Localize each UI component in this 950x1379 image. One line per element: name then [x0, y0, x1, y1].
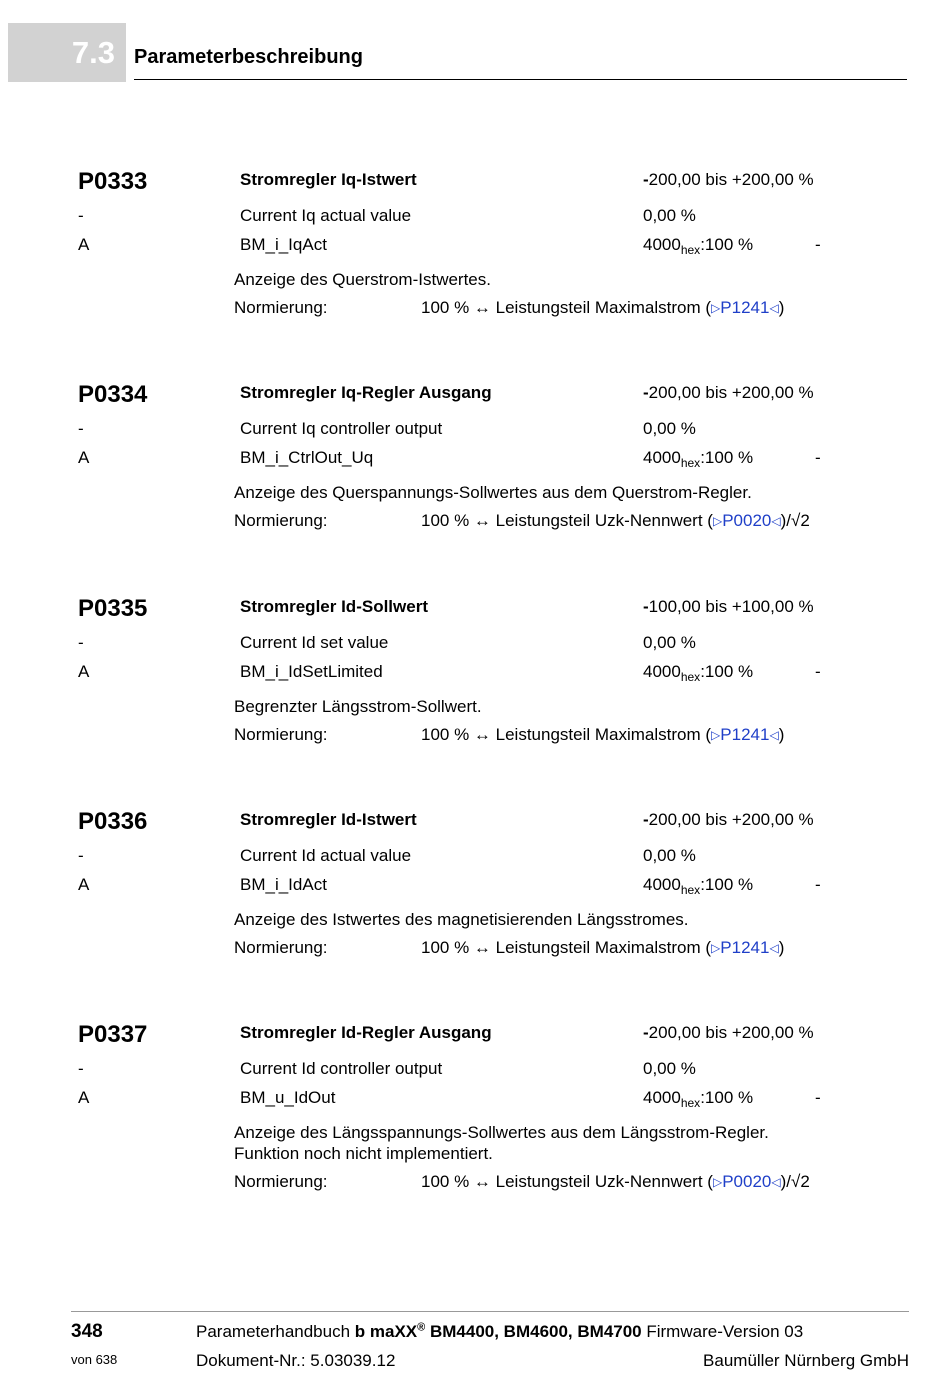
scaling-number: 4000: [643, 235, 681, 254]
normierung-value: [421, 511, 810, 531]
range-sign: -: [643, 1023, 649, 1042]
normierung-label: Normierung:: [234, 511, 328, 530]
default-value: 0,00 %: [643, 419, 696, 438]
normierung-label: Normierung:: [234, 725, 328, 744]
document-number: Dokument-Nr.: 5.03039.12: [196, 1351, 396, 1370]
parameter-id: P0337: [78, 1021, 148, 1048]
scaling: [643, 662, 753, 682]
brand-registered: ®: [417, 1321, 426, 1334]
default-value: 0,00 %: [643, 206, 696, 225]
normierung-text: 100 % ↔ Leistungsteil Maximalstrom (: [421, 938, 712, 957]
parameter-link[interactable]: [711, 725, 779, 744]
normierung-value: [421, 938, 784, 958]
normierung-value: [421, 1172, 810, 1192]
scaling-number: 4000: [643, 875, 681, 894]
footer-divider: [71, 1311, 909, 1312]
flag-end: -: [815, 875, 821, 894]
parameter-id: P0336: [78, 808, 148, 835]
normierung-tail: ): [778, 725, 785, 744]
description-line: Anzeige des Längsspannungs-Sollwertes aus dem Längsstrom-Regler.: [234, 1123, 769, 1142]
description-line: Funktion noch nicht implementiert.: [234, 1144, 493, 1163]
normierung-tail: ): [778, 298, 785, 317]
parameter-name-de: Stromregler Iq-Regler Ausgang: [240, 383, 492, 402]
range-text: 200,00 bis +200,00 %: [648, 810, 814, 829]
description-line: Anzeige des Querstrom-Istwertes.: [234, 270, 491, 289]
triangle-right-icon: ▷: [712, 514, 723, 528]
flag-1: -: [78, 633, 84, 652]
variable-name: BM_i_CtrlOut_Uq: [240, 448, 374, 467]
flag-1: -: [78, 1059, 84, 1078]
normierung-tail: )/√2: [780, 1172, 810, 1191]
parameter-link[interactable]: [713, 511, 781, 530]
description-line: Anzeige des Istwertes des magnetisierenden Längsstromes.: [234, 910, 689, 929]
description: [234, 1122, 769, 1164]
range-text: 100,00 bis +100,00 %: [648, 597, 814, 616]
parameter-link-label: P0020: [722, 1172, 772, 1191]
scaling-rest: :100 %: [700, 448, 754, 467]
flag-2: A: [78, 875, 90, 894]
range-sign: -: [643, 810, 649, 829]
flag-end: -: [815, 235, 821, 254]
scaling-rest: :100 %: [700, 1088, 754, 1107]
triangle-right-icon: ▷: [711, 728, 721, 742]
parameter-entry: [0, 381, 950, 571]
value-range: [643, 810, 814, 830]
parameter-entry: [0, 808, 950, 998]
scaling-subscript: hex: [680, 670, 701, 684]
flag-1: -: [78, 846, 84, 865]
parameter-id: P0335: [78, 595, 148, 622]
scaling-rest: :100 %: [700, 662, 754, 681]
description: [234, 909, 689, 930]
variable-name: BM_u_IdOut: [240, 1088, 336, 1107]
range-text: 200,00 bis +200,00 %: [648, 170, 814, 189]
triangle-right-icon: ▷: [711, 941, 721, 955]
brand-name: b maXX: [354, 1322, 418, 1341]
scaling-rest: :100 %: [700, 875, 754, 894]
range-text: 200,00 bis +200,00 %: [648, 383, 814, 402]
scaling: [643, 875, 753, 895]
range-sign: -: [643, 170, 649, 189]
parameter-name-de: Stromregler Id-Regler Ausgang: [240, 1023, 492, 1042]
parameter-name-en: Current Id actual value: [240, 846, 412, 865]
flag-end: -: [815, 662, 821, 681]
chapter-title: Parameterbeschreibung: [134, 46, 363, 68]
page-number: 348: [71, 1321, 103, 1342]
scaling: [643, 1088, 753, 1108]
scaling: [643, 235, 753, 255]
parameter-entry: [0, 168, 950, 358]
normierung-text: 100 % ↔ Leistungsteil Uzk-Nennwert (: [421, 511, 713, 530]
value-range: [643, 597, 814, 617]
parameter-link-label: P1241: [720, 725, 770, 744]
description: [234, 269, 491, 290]
scaling-subscript: hex: [680, 883, 701, 897]
default-value: 0,00 %: [643, 1059, 696, 1078]
handbook-prefix: Parameterhandbuch: [196, 1322, 355, 1341]
range-sign: -: [643, 383, 649, 402]
range-sign: -: [643, 597, 649, 616]
handbook-title: [196, 1322, 803, 1342]
normierung-tail: ): [778, 938, 785, 957]
scaling-number: 4000: [643, 448, 681, 467]
flag-end: -: [815, 1088, 821, 1107]
parameter-link[interactable]: [711, 298, 779, 317]
page-total: von 638: [71, 1352, 118, 1367]
range-text: 200,00 bis +200,00 %: [648, 1023, 814, 1042]
header-divider: [134, 79, 907, 80]
parameter-name-en: Current Id controller output: [240, 1059, 443, 1078]
value-range: [643, 170, 814, 190]
scaling-subscript: hex: [680, 1096, 701, 1110]
normierung-label: Normierung:: [234, 1172, 328, 1191]
scaling-number: 4000: [643, 662, 681, 681]
scaling-rest: :100 %: [700, 235, 754, 254]
flag-1: -: [78, 206, 84, 225]
parameter-name-de: Stromregler Iq-Istwert: [240, 170, 417, 189]
description-line: Begrenzter Längsstrom-Sollwert.: [234, 697, 482, 716]
company-name: Baumüller Nürnberg GmbH: [703, 1351, 909, 1370]
flag-1: -: [78, 419, 84, 438]
triangle-left-icon: ◁: [769, 728, 779, 742]
flag-2: A: [78, 448, 90, 467]
flag-2: A: [78, 235, 90, 254]
normierung-value: [421, 298, 784, 318]
variable-name: BM_i_IdAct: [240, 875, 327, 894]
variable-name: BM_i_IdSetLimited: [240, 662, 383, 681]
parameter-link-label: P1241: [720, 298, 770, 317]
parameter-link[interactable]: [711, 938, 779, 957]
parameter-name-de: Stromregler Id-Istwert: [240, 810, 417, 829]
normierung-label: Normierung:: [234, 938, 328, 957]
default-value: 0,00 %: [643, 846, 696, 865]
normierung-value: [421, 725, 784, 745]
triangle-left-icon: ◁: [769, 301, 779, 315]
normierung-tail: )/√2: [780, 511, 810, 530]
flag-2: A: [78, 1088, 90, 1107]
scaling-number: 4000: [643, 1088, 681, 1107]
normierung-label: Normierung:: [234, 298, 328, 317]
parameter-name-de: Stromregler Id-Sollwert: [240, 597, 428, 616]
parameter-name-en: Current Iq controller output: [240, 419, 443, 438]
parameter-link-label: P1241: [720, 938, 770, 957]
default-value: 0,00 %: [643, 633, 696, 652]
parameter-link-label: P0020: [722, 511, 772, 530]
parameter-link[interactable]: [713, 1172, 781, 1191]
parameter-entry: [0, 1021, 950, 1211]
firmware-version: Firmware-Version 03: [641, 1322, 804, 1341]
parameter-name-en: Current Iq actual value: [240, 206, 412, 225]
triangle-left-icon: ◁: [771, 1175, 781, 1189]
parameter-name-en: Current Id set value: [240, 633, 389, 652]
parameter-id: P0334: [78, 381, 148, 408]
triangle-left-icon: ◁: [769, 941, 779, 955]
flag-end: -: [815, 448, 821, 467]
scaling: [643, 448, 753, 468]
value-range: [643, 1023, 814, 1043]
normierung-text: 100 % ↔ Leistungsteil Maximalstrom (: [421, 298, 712, 317]
description-line: Anzeige des Querspannungs-Sollwertes aus dem Querstrom-Regler.: [234, 483, 752, 502]
device-models: BM4400, BM4600, BM4700: [425, 1322, 642, 1341]
triangle-right-icon: ▷: [711, 301, 721, 315]
triangle-left-icon: ◁: [771, 514, 781, 528]
chapter-number: 7.3: [8, 23, 126, 82]
description: [234, 482, 752, 503]
scaling-subscript: hex: [680, 456, 701, 470]
variable-name: BM_i_IqAct: [240, 235, 327, 254]
parameter-id: P0333: [78, 168, 148, 195]
parameter-entry: [0, 595, 950, 785]
value-range: [643, 383, 814, 403]
flag-2: A: [78, 662, 90, 681]
description: [234, 696, 482, 717]
scaling-subscript: hex: [680, 243, 701, 257]
normierung-text: 100 % ↔ Leistungsteil Maximalstrom (: [421, 725, 712, 744]
triangle-right-icon: ▷: [712, 1175, 723, 1189]
normierung-text: 100 % ↔ Leistungsteil Uzk-Nennwert (: [421, 1172, 713, 1191]
